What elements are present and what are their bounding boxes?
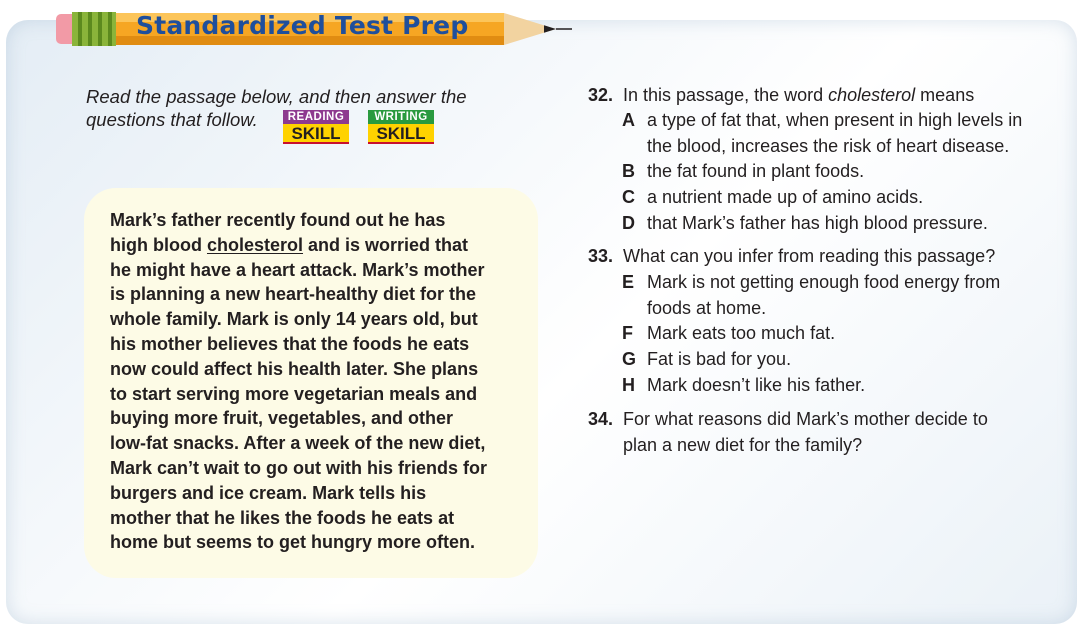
passage-line: Mark can’t wait to go out with his friends for xyxy=(110,457,488,478)
vocab-term: cholesterol xyxy=(206,234,304,255)
passage-text-span: and is worried that xyxy=(303,234,469,255)
option-line: Mark is not getting enough food energy from xyxy=(647,272,1001,292)
option-text: Fat is bad for you. xyxy=(647,349,792,369)
passage-line: he might have a heart attack. Mark’s mother xyxy=(110,259,485,280)
badge-top-label: WRITING xyxy=(368,110,434,124)
passage-line: mother that he likes the foods he eats at xyxy=(110,507,455,528)
option-text: that Mark’s father has high blood pressure. xyxy=(647,213,988,233)
option-text: Mark eats too much fat. xyxy=(647,323,836,343)
badge-bottom-label: SKILL xyxy=(368,124,434,144)
option-letter: C xyxy=(622,187,635,207)
option-text: a nutrient made up of amino acids. xyxy=(647,187,924,207)
passage-line: is planning a new heart-healthy diet for the xyxy=(110,284,477,305)
question-line: For what reasons did Mark’s mother decide to xyxy=(623,409,988,429)
passage-line: burgers and ice cream. Mark tells his xyxy=(110,482,427,503)
badge-bottom-label: SKILL xyxy=(283,124,349,144)
option-letter: F xyxy=(622,323,633,343)
question-line: plan a new diet for the family? xyxy=(623,434,863,455)
passage-line: low-fat snacks. After a week of the new diet, xyxy=(110,433,486,454)
option-letter: D xyxy=(622,213,635,233)
question-number: 33. xyxy=(588,246,614,266)
option-line: the blood, increases the risk of heart disease. xyxy=(647,135,1010,156)
page-title: Standardized Test Prep xyxy=(136,11,469,40)
passage-text xyxy=(110,208,530,555)
passage-line: home but seems to get hungry more often. xyxy=(110,532,476,553)
question-term: cholesterol xyxy=(828,85,916,105)
reading-skill-badge xyxy=(283,110,349,144)
question-text xyxy=(623,83,974,109)
option-text: the fat found in plant foods. xyxy=(647,161,865,181)
passage-line: Mark’s father recently found out he has xyxy=(110,210,446,230)
passage-line: whole family. Mark is only 14 years old, but xyxy=(110,309,478,330)
passage-line xyxy=(110,233,530,258)
option-text xyxy=(647,270,1047,321)
option-letter: E xyxy=(622,272,635,292)
question-number: 34. xyxy=(588,409,614,429)
passage-text-span: high blood xyxy=(110,234,207,255)
instructions-line-1: Read the passage below, and then answer the xyxy=(86,86,467,107)
badge-top-label: READING xyxy=(283,110,349,124)
option-letter: A xyxy=(622,110,635,130)
question-number: 32. xyxy=(588,85,614,105)
option-text xyxy=(647,108,1047,159)
option-letter: H xyxy=(622,375,635,395)
option-text: Mark doesn’t like his father. xyxy=(647,375,866,395)
question-text xyxy=(623,407,988,458)
question-text: What can you infer from reading this passage? xyxy=(623,246,996,266)
option-letter: B xyxy=(622,161,635,181)
writing-skill-badge xyxy=(368,110,434,144)
option-line: a type of fat that, when present in high levels in xyxy=(647,110,1023,130)
passage-line: to start serving more vegetarian meals and xyxy=(110,383,478,404)
option-letter: G xyxy=(622,349,637,369)
question-text-span: means xyxy=(915,85,975,105)
option-line: foods at home. xyxy=(647,297,767,318)
passage-line: buying more fruit, vegetables, and other xyxy=(110,408,454,429)
passage-line: his mother believes that the foods he eats xyxy=(110,333,470,354)
passage-line: now could affect his health later. She plans xyxy=(110,358,479,379)
instructions-line-2: questions that follow. xyxy=(86,109,258,130)
question-text-span: In this passage, the word xyxy=(623,85,829,105)
